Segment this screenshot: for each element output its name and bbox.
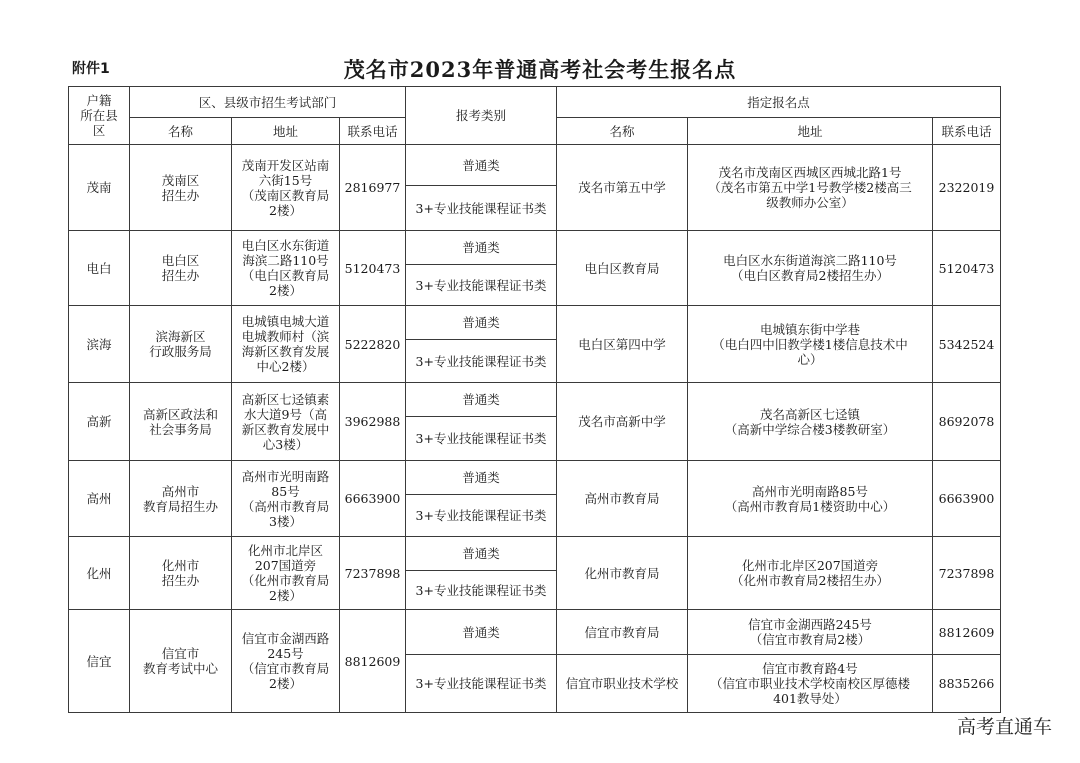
site-address-cell: 茂名高新区七迳镇 （高新中学综合楼3楼教研室） (688, 383, 933, 461)
watermark-label: 高考直通车 (956, 716, 1052, 738)
dept-address-cell: 电白区水东街道 海滨二路110号 （电白区教育局 2楼） (232, 231, 340, 306)
dept-phone-cell: 5120473 (340, 231, 406, 306)
table-row (69, 145, 1001, 186)
table-row (69, 461, 1001, 495)
dept-name-cell: 化州市 招生办 (130, 537, 232, 610)
header-dept-address: 地址 (232, 118, 340, 145)
site-name-cell: 信宜市职业技术学校 (557, 655, 688, 713)
category-normal-cell: 普通类 (406, 306, 557, 340)
site-name-cell: 茂名市第五中学 (557, 145, 688, 231)
category-normal-cell: 普通类 (406, 231, 557, 265)
table-row (69, 610, 1001, 655)
site-address-cell: 电白区水东街道海滨二路110号 （电白区教育局2楼招生办） (688, 231, 933, 306)
site-phone-cell: 6663900 (933, 461, 1001, 537)
registration-table (68, 86, 1001, 713)
site-address-cell: 茂名市茂南区西城区西城北路1号 （茂名市第五中学1号教学楼2楼高三 级教师办公室） (688, 145, 933, 231)
category-vocational-cell: 3+专业技能课程证书类 (406, 265, 557, 306)
site-phone-cell: 8692078 (933, 383, 1001, 461)
annex-label: 附件1 (72, 61, 110, 77)
dept-address-cell: 电城镇电城大道 电城教师村（滨 海新区教育发展 中心2楼） (232, 306, 340, 383)
category-normal-cell: 普通类 (406, 610, 557, 655)
site-phone-cell: 8835266 (933, 655, 1001, 713)
category-vocational-cell: 3+专业技能课程证书类 (406, 186, 557, 231)
site-name-cell: 高州市教育局 (557, 461, 688, 537)
county-cell: 茂南 (69, 145, 130, 231)
dept-address-cell: 化州市北岸区 207国道旁 （化州市教育局 2楼） (232, 537, 340, 610)
category-vocational-cell: 3+专业技能课程证书类 (406, 340, 557, 383)
dept-phone-cell: 3962988 (340, 383, 406, 461)
category-vocational-cell: 3+专业技能课程证书类 (406, 571, 557, 610)
dept-name-cell: 滨海新区 行政服务局 (130, 306, 232, 383)
site-phone-cell: 5342524 (933, 306, 1001, 383)
category-vocational-cell: 3+专业技能课程证书类 (406, 417, 557, 461)
header-dept-name: 名称 (130, 118, 232, 145)
site-name-cell: 茂名市高新中学 (557, 383, 688, 461)
header-dept-group: 区、县级市招生考试部门 (130, 87, 406, 118)
header-category: 报考类别 (406, 87, 557, 145)
site-address-cell: 信宜市金湖西路245号 （信宜市教育局2楼） (688, 610, 933, 655)
dept-name-cell: 高州市 教育局招生办 (130, 461, 232, 537)
header-site-phone: 联系电话 (933, 118, 1001, 145)
table-row (69, 537, 1001, 571)
category-normal-cell: 普通类 (406, 461, 557, 495)
dept-address-cell: 高新区七迳镇素 水大道9号（高 新区教育发展中 心3楼） (232, 383, 340, 461)
table-row (69, 383, 1001, 417)
county-cell: 电白 (69, 231, 130, 306)
dept-name-cell: 电白区 招生办 (130, 231, 232, 306)
county-cell: 化州 (69, 537, 130, 610)
site-name-cell: 化州市教育局 (557, 537, 688, 610)
site-address-cell: 电城镇东街中学巷 （电白四中旧教学楼1楼信息技术中 心） (688, 306, 933, 383)
document-title: 茂名市2023年普通高考社会考生报名点 (343, 57, 737, 82)
dept-phone-cell: 2816977 (340, 145, 406, 231)
dept-phone-cell: 6663900 (340, 461, 406, 537)
county-cell: 高州 (69, 461, 130, 537)
dept-name-cell: 信宜市 教育考试中心 (130, 610, 232, 713)
site-address-cell: 高州市光明南路85号 （高州市教育局1楼资助中心） (688, 461, 933, 537)
header-residence: 户籍 所在县 区 (69, 87, 130, 145)
site-name-cell: 电白区教育局 (557, 231, 688, 306)
site-address-cell: 化州市北岸区207国道旁 （化州市教育局2楼招生办） (688, 537, 933, 610)
site-name-cell: 电白区第四中学 (557, 306, 688, 383)
header-site-name: 名称 (557, 118, 688, 145)
table-row (69, 306, 1001, 340)
category-normal-cell: 普通类 (406, 145, 557, 186)
county-cell: 滨海 (69, 306, 130, 383)
dept-address-cell: 高州市光明南路 85号 （高州市教育局 3楼） (232, 461, 340, 537)
dept-name-cell: 高新区政法和 社会事务局 (130, 383, 232, 461)
county-cell: 高新 (69, 383, 130, 461)
site-name-cell: 信宜市教育局 (557, 610, 688, 655)
table-row (69, 231, 1001, 265)
dept-address-cell: 信宜市金湖西路 245号 （信宜市教育局 2楼） (232, 610, 340, 713)
site-address-cell: 信宜市教育路4号 （信宜市职业技术学校南校区厚德楼 401教导处） (688, 655, 933, 713)
site-phone-cell: 5120473 (933, 231, 1001, 306)
site-phone-cell: 2322019 (933, 145, 1001, 231)
dept-phone-cell: 8812609 (340, 610, 406, 713)
dept-name-cell: 茂南区 招生办 (130, 145, 232, 231)
category-vocational-cell: 3+专业技能课程证书类 (406, 495, 557, 537)
category-normal-cell: 普通类 (406, 383, 557, 417)
header-site-group: 指定报名点 (557, 87, 1001, 118)
header-site-address: 地址 (688, 118, 933, 145)
dept-address-cell: 茂南开发区站南 六街15号 （茂南区教育局 2楼） (232, 145, 340, 231)
category-normal-cell: 普通类 (406, 537, 557, 571)
county-cell: 信宜 (69, 610, 130, 713)
site-phone-cell: 8812609 (933, 610, 1001, 655)
category-vocational-cell: 3+专业技能课程证书类 (406, 655, 557, 713)
dept-phone-cell: 7237898 (340, 537, 406, 610)
dept-phone-cell: 5222820 (340, 306, 406, 383)
site-phone-cell: 7237898 (933, 537, 1001, 610)
header-dept-phone: 联系电话 (340, 118, 406, 145)
header-row-1 (69, 87, 1001, 118)
